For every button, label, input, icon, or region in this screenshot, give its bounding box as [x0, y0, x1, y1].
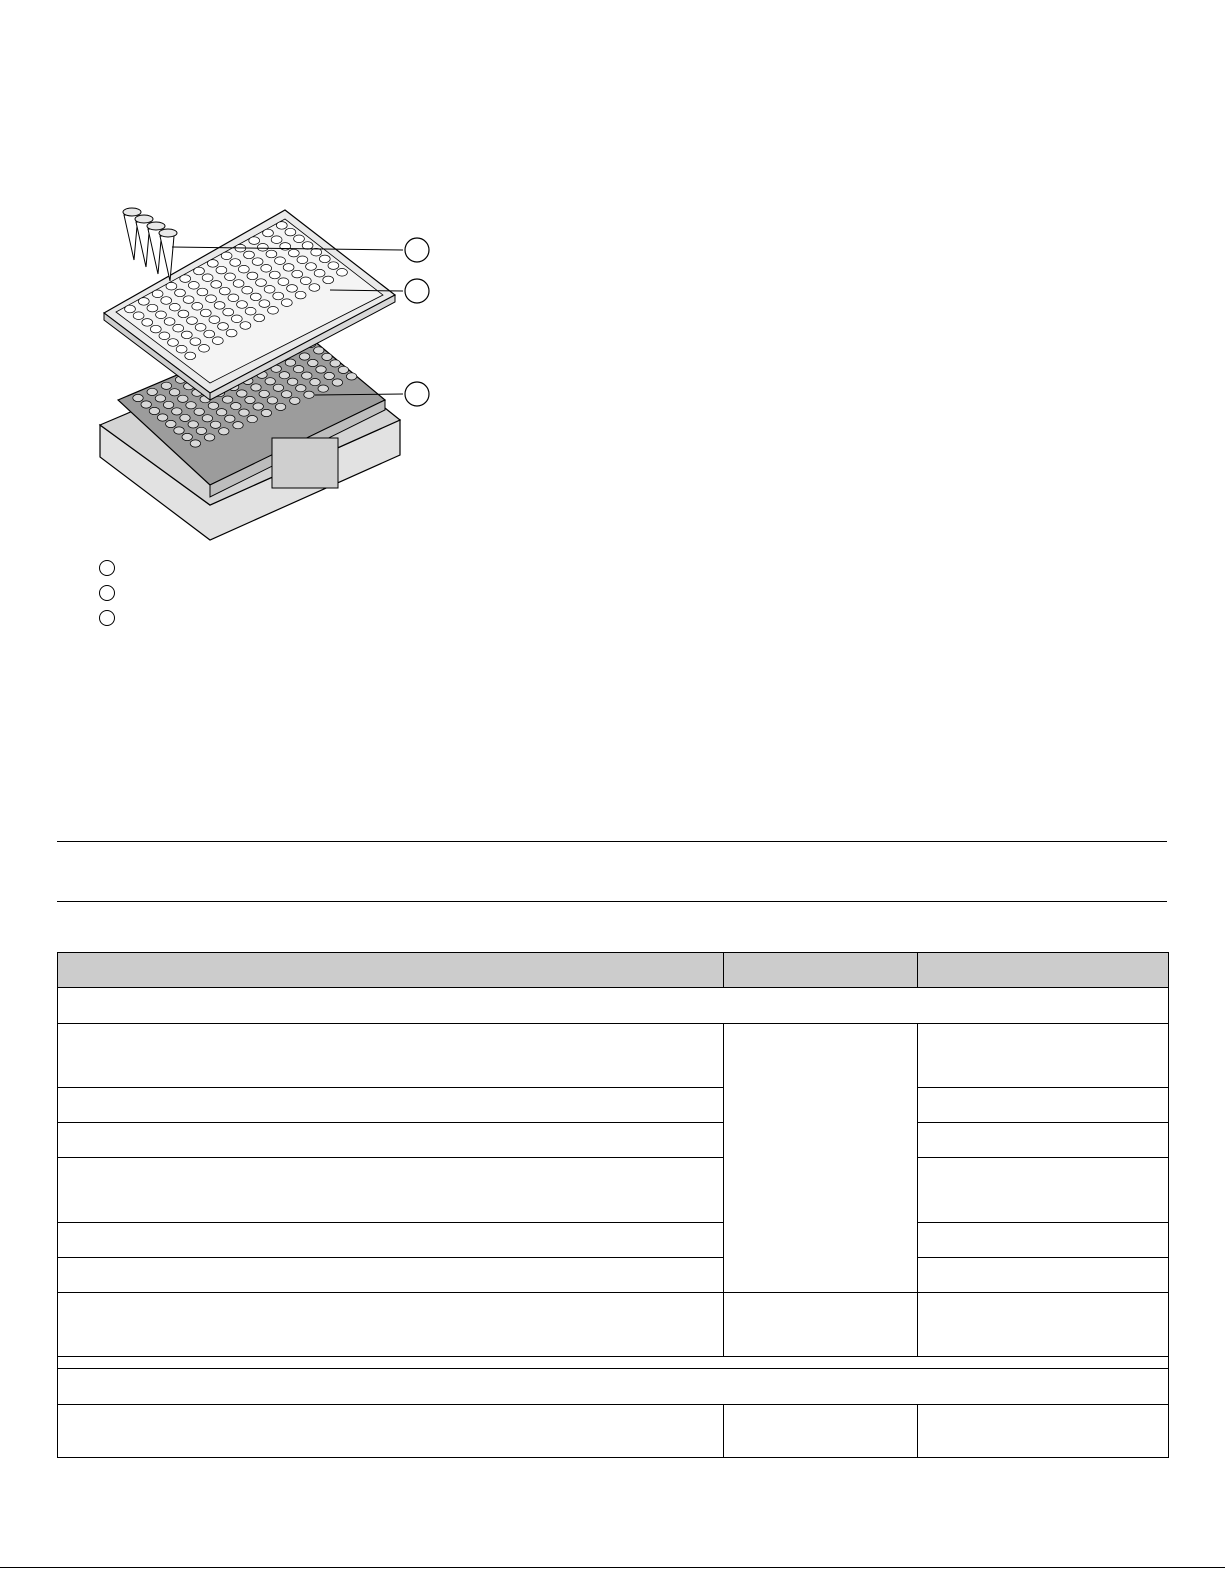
plate-well: [178, 310, 189, 318]
holder-well: [314, 347, 324, 354]
plate-well: [202, 274, 213, 282]
plate-well: [280, 243, 291, 251]
plate-well: [254, 314, 265, 322]
plate-well: [297, 256, 308, 264]
holder-well: [324, 372, 334, 379]
plate-well: [242, 286, 253, 294]
plate-well: [238, 265, 249, 273]
legend-item: [98, 605, 398, 630]
holder-well: [273, 384, 283, 391]
holder-well: [265, 378, 275, 385]
plate-well: [181, 331, 192, 339]
plate-well: [295, 291, 306, 299]
holder-notch: [272, 438, 338, 488]
holder-well: [281, 391, 291, 398]
holder-well: [245, 396, 255, 403]
holder-well: [237, 390, 247, 397]
holder-well: [133, 394, 143, 401]
plate-well: [276, 222, 287, 230]
holder-well: [172, 408, 182, 415]
table-cell: [58, 1405, 724, 1458]
holder-well: [259, 390, 269, 397]
table-cell: [58, 1293, 724, 1357]
table-section-row: [58, 988, 1169, 1024]
column-header: [918, 953, 1169, 988]
plate-well: [147, 304, 158, 312]
plate-well: [219, 287, 230, 295]
plate-well: [271, 236, 282, 244]
holder-well: [316, 366, 326, 373]
holder-well: [346, 373, 356, 380]
plate-well: [311, 248, 322, 256]
plate-well: [337, 269, 348, 277]
section-label: [58, 1369, 1169, 1405]
holder-well: [330, 360, 340, 367]
holder-well: [308, 359, 318, 366]
table-cell: [58, 1223, 724, 1258]
table-cell: [58, 1158, 724, 1223]
plate-well: [192, 303, 203, 311]
table-row: [58, 1088, 1169, 1123]
table-spacer-row: [58, 1357, 1169, 1369]
plate-well: [259, 300, 270, 308]
holder-well: [166, 420, 176, 427]
table-row: [58, 1223, 1169, 1258]
holder-well: [318, 385, 328, 392]
plate-well: [185, 352, 196, 360]
plate-well: [138, 298, 149, 306]
plate-well: [214, 302, 225, 310]
spacer-cell: [58, 1357, 1169, 1369]
plate-well: [164, 318, 175, 326]
plate-well: [231, 315, 242, 323]
plate-well: [221, 252, 232, 260]
plate-well: [125, 305, 136, 313]
plate-well: [142, 319, 153, 327]
tube-strip: [123, 208, 177, 281]
plate-well: [245, 307, 256, 315]
plate-well: [294, 235, 305, 243]
plate-well: [150, 325, 161, 333]
table-cell: [58, 1088, 724, 1123]
holder-well: [222, 396, 232, 403]
plate-well: [207, 260, 218, 268]
plate-well: [273, 292, 284, 300]
legend-item: [98, 555, 398, 580]
legend-marker-1: [99, 560, 115, 576]
holder-well: [147, 388, 157, 395]
table-cell: [918, 1123, 1169, 1158]
holder-well: [322, 353, 332, 360]
holder-well: [178, 395, 188, 402]
plate-well: [218, 323, 229, 331]
section-title: [57, 858, 1167, 882]
footer-rule: [0, 1567, 1225, 1568]
section-rule-top: [57, 841, 1167, 842]
plate-well: [287, 285, 298, 293]
holder-well: [239, 409, 249, 416]
plate-well: [266, 250, 277, 258]
plate-well: [250, 293, 261, 301]
holder-well: [188, 421, 198, 428]
plate-well: [225, 273, 236, 281]
plate-well: [292, 270, 303, 278]
holder-well: [174, 427, 184, 434]
plate-well: [288, 249, 299, 257]
plate-well: [176, 345, 187, 353]
holder-well: [161, 382, 171, 389]
plate-well: [283, 264, 294, 272]
plate-well: [204, 330, 215, 338]
table-cell: [918, 1405, 1169, 1458]
plate-well: [328, 262, 339, 270]
holder-well: [208, 402, 218, 409]
holder-well: [338, 366, 348, 373]
holder-well: [275, 403, 285, 410]
plate-well: [223, 308, 234, 316]
plate-well: [226, 329, 237, 337]
plate-well: [211, 281, 222, 289]
plate-well: [209, 316, 220, 324]
plate-well: [247, 272, 258, 280]
figure-legend: [98, 555, 398, 630]
plate-well: [252, 258, 263, 266]
holder-well: [261, 409, 271, 416]
legend-marker-3: [99, 610, 115, 626]
holder-well: [180, 414, 190, 421]
holder-well: [247, 416, 257, 423]
holder-well: [163, 401, 173, 408]
plate-well: [240, 322, 251, 330]
plate-well: [281, 299, 292, 307]
plate-well: [275, 257, 286, 265]
plate-well: [230, 259, 241, 267]
plate-well: [194, 267, 205, 275]
plate-illustration: [90, 195, 450, 555]
holder-well: [332, 379, 342, 386]
table-cell: [918, 1223, 1169, 1258]
plate-well: [133, 312, 144, 320]
table-cell: [58, 1258, 724, 1293]
table-row: [58, 1405, 1169, 1458]
table-cell: [918, 1258, 1169, 1293]
holder-well: [285, 359, 295, 366]
plate-well: [264, 286, 275, 294]
table-cell: [58, 1123, 724, 1158]
holder-well: [210, 421, 220, 428]
table-section-row: [58, 1369, 1169, 1405]
table-row: [58, 1123, 1169, 1158]
plate-well: [173, 324, 184, 332]
plate-well: [195, 324, 206, 332]
plate-well: [256, 279, 267, 287]
holder-well: [253, 403, 263, 410]
holder-well: [169, 389, 179, 396]
holder-well: [304, 391, 314, 398]
plate-well: [285, 228, 296, 236]
callout-circle-3: [405, 382, 429, 406]
legend-marker-2: [99, 585, 115, 601]
holder-well: [157, 414, 167, 421]
holder-well: [182, 433, 192, 440]
plate-well: [200, 309, 211, 317]
plate-well: [300, 277, 311, 285]
holder-well: [287, 378, 297, 385]
plate-well: [161, 297, 172, 305]
plate-well: [175, 289, 186, 297]
callout-circle-1: [405, 238, 429, 262]
plate-well: [278, 278, 289, 286]
plate-well: [302, 242, 313, 250]
callout-circle-2: [405, 279, 429, 303]
plate-drawing: [90, 195, 450, 555]
holder-well: [149, 407, 159, 414]
plate-well: [323, 276, 334, 284]
table-cell: [58, 1024, 724, 1088]
table-cell: [918, 1024, 1169, 1088]
plate-well: [197, 288, 208, 296]
holder-well: [196, 427, 206, 434]
plate-well: [190, 338, 201, 346]
section-label: [58, 988, 1169, 1024]
plate-well: [166, 282, 177, 290]
holder-well: [219, 428, 229, 435]
plate-well: [199, 345, 210, 353]
holder-well: [251, 384, 261, 391]
plate-well: [216, 266, 227, 274]
plate-well: [183, 296, 194, 304]
holder-well: [231, 403, 241, 410]
table-header-row: [58, 953, 1169, 988]
holder-well: [216, 409, 226, 416]
holder-well: [186, 402, 196, 409]
table-cell: [918, 1088, 1169, 1123]
holder-well: [299, 353, 309, 360]
holder-well: [202, 415, 212, 422]
plate-well: [206, 295, 217, 303]
column-header: [724, 953, 918, 988]
holder-well: [190, 440, 200, 447]
table-row: [58, 1024, 1169, 1088]
plate-well: [261, 265, 272, 273]
holder-well: [194, 408, 204, 415]
plate-well: [237, 301, 248, 309]
plate-well: [269, 271, 280, 279]
spec-table: [57, 952, 1169, 1458]
plate-well: [257, 244, 268, 252]
plate-well: [156, 311, 167, 319]
plate-well: [168, 339, 179, 347]
plate-well: [309, 284, 320, 292]
plate-well: [187, 317, 198, 325]
plate-well: [306, 263, 317, 271]
legend-item: [98, 580, 398, 605]
table-cell: [724, 1293, 918, 1357]
plate-well: [169, 303, 180, 311]
holder-well: [233, 422, 243, 429]
plate-well: [212, 337, 223, 345]
holder-well: [296, 385, 306, 392]
plate-well: [244, 251, 255, 259]
plate-well: [152, 290, 163, 298]
holder-well: [141, 401, 151, 408]
plate-well: [319, 255, 330, 263]
plate-well: [159, 332, 170, 340]
plate-well: [233, 280, 244, 288]
holder-well: [290, 397, 300, 404]
holder-well: [310, 379, 320, 386]
table-row: [58, 1258, 1169, 1293]
column-header: [58, 953, 724, 988]
holder-well: [204, 434, 214, 441]
holder-well: [225, 415, 235, 422]
plate-well: [249, 237, 260, 245]
section-rule-bottom: [57, 901, 1167, 902]
plate-well: [228, 294, 239, 302]
plate-well: [180, 275, 191, 283]
table-row: [58, 1158, 1169, 1223]
holder-well: [302, 372, 312, 379]
table-cell: [724, 1024, 918, 1293]
table-row: [58, 1293, 1169, 1357]
plate-well: [268, 307, 279, 315]
plate-well: [188, 282, 199, 290]
holder-well: [155, 395, 165, 402]
holder-well: [293, 366, 303, 373]
table-cell: [918, 1158, 1169, 1223]
plate-well: [263, 229, 274, 237]
holder-well: [279, 372, 289, 379]
holder-well: [267, 397, 277, 404]
table-cell: [918, 1293, 1169, 1357]
table-cell: [724, 1405, 918, 1458]
plate-well: [314, 269, 325, 277]
